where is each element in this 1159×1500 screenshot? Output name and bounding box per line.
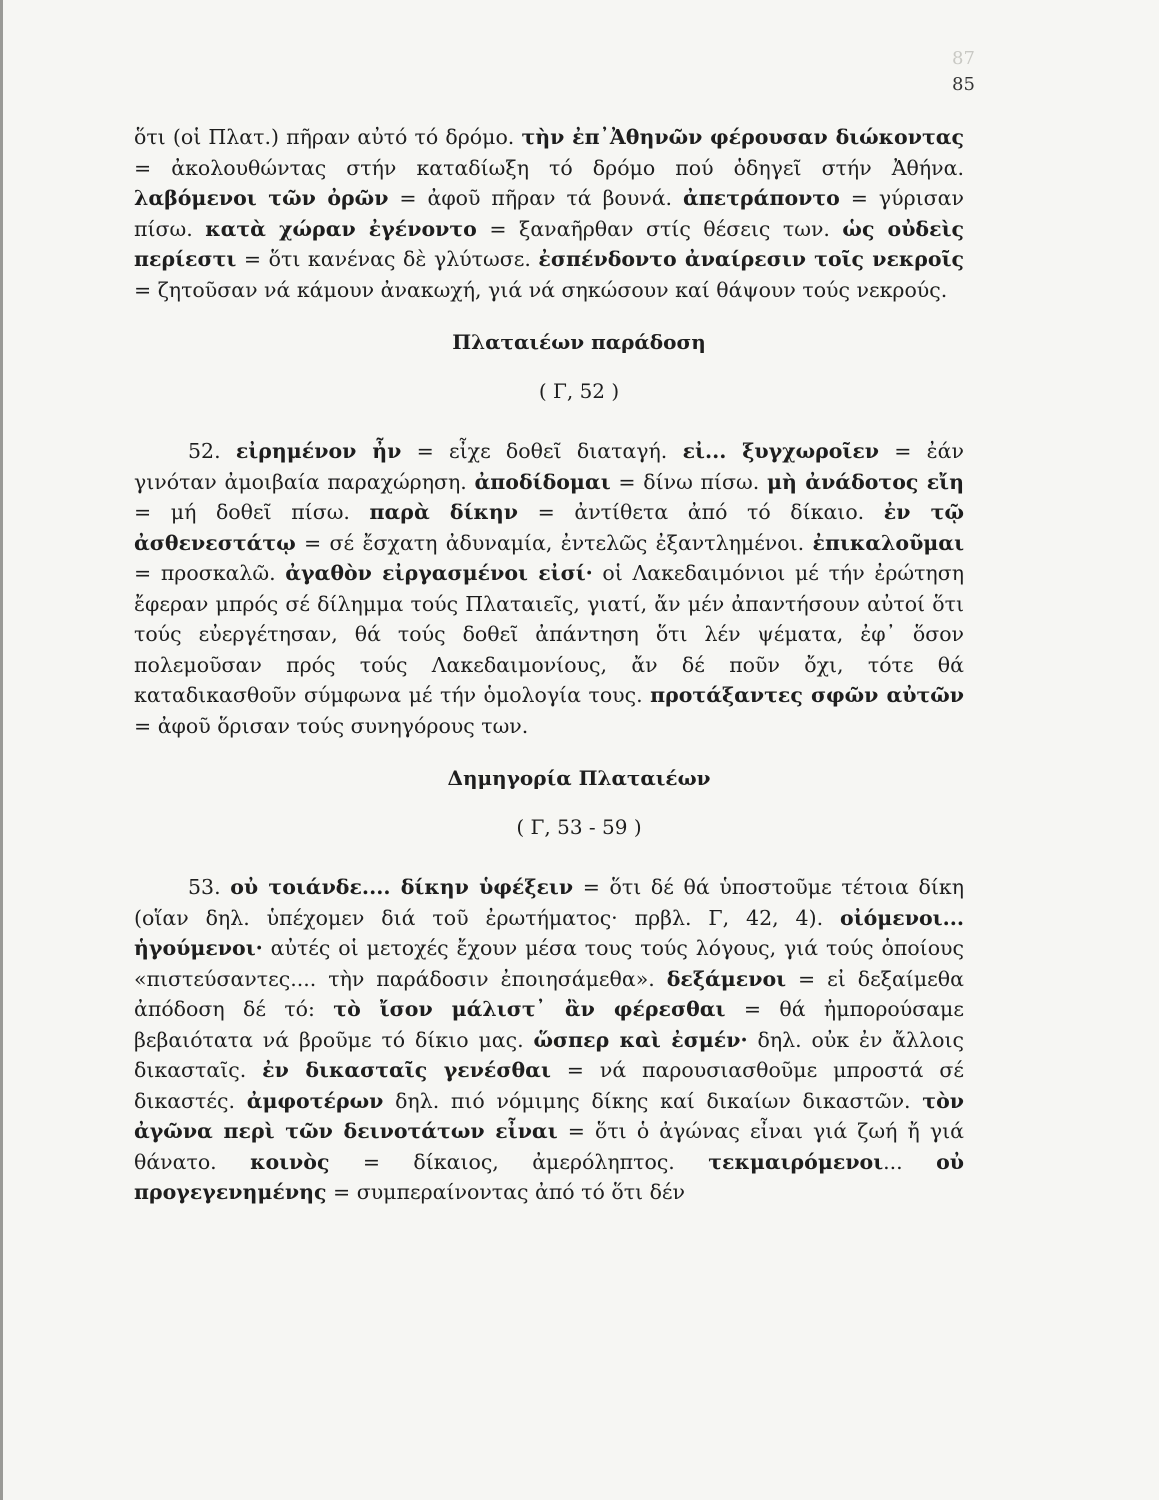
section-reference-53-59: ( Γ, 53 - 59 ) — [516, 814, 642, 839]
commentary-body — [134, 122, 964, 1208]
paragraph-53: 53. οὐ τοιάνδε.... δίκην ὑφέξειν = ὅτι δέ θά ὑποστοῦμε τέτοια δίκη (οἵαν δηλ. ὑπέχομεν διά τοῦ ἐρωτήματος· πρβλ. Γ, 42, 4). οἰόμενοι... ἡγούμενοι· αὐτές οἱ μετοχές ἔχουν μέσα τους τούς λόγους, γιά τούς ὁποίους «πιστεύσαντες.... τὴν παράδοσιν ἐποιησάμεθα». δεξάμενοι = εἰ δεξαίμεθα ἀπόδοση δέ τό: τὸ ἴσον μάλιστ᾽ ἂν φέρεσθαι = θά ἠμπορούσαμε βεβαιότατα νά βροῦμε τό δίκιο μας. ὥσπερ καὶ ἐσμέν· δηλ. οὐκ ἐν ἄλλοις δικασταῖς. ἐν δικασταῖς γενέσθαι = νά παρουσιασθοῦμε μπροστά σέ δικαστές. ἀμφοτέρων δηλ. πιό νόμιμης δίκης καί δικαίων δικαστῶν. τὸν ἀγῶνα περὶ τῶν δεινοτάτων εἶναι = ὅτι ὁ ἀγώνας εἶναι γιά ζωή ἤ γιά θάνατο. κοινὸς = δίκαιος, ἀμερόληπτος. τεκμαιρόμενοι... οὐ προγεγενημένης = συμπεραίνοντας ἀπό τό ὅτι δέν — [134, 875, 964, 1204]
paragraph-intro: ὅτι (οἱ Πλατ.) πῆραν αὐτό τό δρόμο. τὴν ἐπ᾽Ἀθηνῶν φέρουσαν διώκοντας = ἀκολουθώντας στήν καταδίωξη τό δρόμο πού ὁδηγεῖ στήν Ἀθήνα. λαβόμενοι τῶν ὀρῶν = ἀφοῦ πῆραν τά βουνά. ἀπετράποντο = γύρισαν πίσω. κατὰ χώραν ἐγένοντο = ξαναῆρθαν στίς θέσεις των. ὡς οὐδεὶς περίεστι = ὅτι κανένας δὲ γλύτωσε. ἐσπένδοντο ἀναίρεσιν τοῖς νεκροῖς = ζητοῦσαν νά κάμουν ἀνακωχή, γιά νά σηκώσουν καί θάψουν τούς νεκρούς. — [134, 125, 964, 302]
section-heading-plataean-surrender: Πλαταιέων παράδοση — [452, 330, 706, 354]
section-reference-52: ( Γ, 52 ) — [538, 378, 620, 403]
page-edge — [0, 0, 3, 1500]
section-heading-plataean-speech: Δημηγορία Πλαταιέων — [447, 766, 711, 790]
page-number: 85 — [952, 74, 975, 95]
paragraph-52: 52. εἰρημένον ἦν = εἶχε δοθεῖ διαταγή. εἰ... ξυγχωροῖεν = ἐάν γινόταν ἀμοιβαία παραχώρηση. ἀποδίδομαι = δίνω πίσω. μὴ ἀνάδοτος εἴη = μή δοθεῖ πίσω. παρὰ δίκην = ἀντίθετα ἀπό τό δίκαιο. ἐν τῷ ἀσθενεστάτῳ = σέ ἔσχατη ἀδυναμία, ἐντελῶς ἐξαντλημένοι. ἐπικαλοῦμαι = προσκαλῶ. ἀγαθὸν εἰργασμένοι εἰσί· οἱ Λακεδαιμόνιοι μέ τήν ἐρώτηση ἔφεραν μπρός σέ δίλημμα τούς Πλαταιεῖς, γιατί, ἄν μέν ἀπαντήσουν αὐτοί ὅτι τούς εὐεργέτησαν, θά τούς δοθεῖ ἀπάντηση ὅτι λέν ψέματα, ἐφ᾽ ὅσον πολεμοῦσαν πρός τούς Λακεδαιμονίους, ἄν δέ ποῦν ὄχι, τότε θά καταδικασθοῦν σύμφωνα μέ τήν ὁμολογία τους. προτάξαντες σφῶν αὐτῶν = ἀφοῦ ὅρισαν τούς συνηγόρους των. — [134, 439, 964, 738]
bleed-through-page-number: 87 — [952, 48, 975, 69]
